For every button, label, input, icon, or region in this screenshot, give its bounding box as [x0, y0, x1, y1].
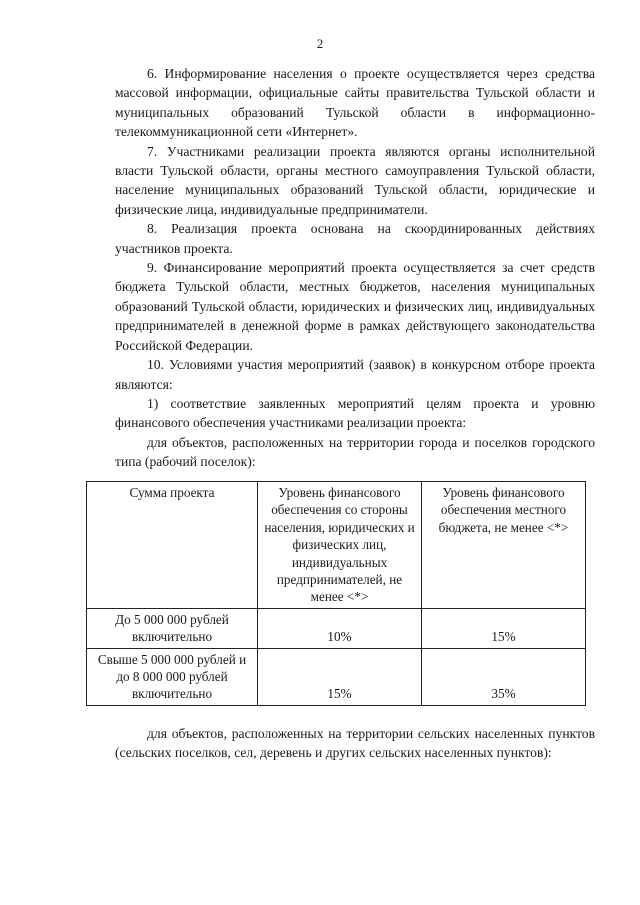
table-row: [87, 648, 586, 705]
table-row: [87, 608, 586, 648]
table-header-cell: Уровень финансового обеспечения местного бюджета, не менее <*>: [422, 482, 586, 609]
table-cell: 15%: [422, 608, 586, 648]
paragraph-6: 6. Информирование населения о проекте осуществляется через средства массовой информации, официальные сайты правительства Тульской области и муниципальных образований Тульской области в информационно-телекоммуникационной сети «Интернет».: [115, 66, 595, 140]
financing-table: [86, 481, 586, 706]
table-cell: 15%: [258, 648, 422, 705]
table-cell: До 5 000 000 рублей включительно: [87, 608, 258, 648]
paragraph-10: 10. Условиями участия мероприятий (заявок) в конкурсном отборе проекта являются:: [115, 357, 595, 392]
paragraph-8: 8. Реализация проекта основана на скоординированных действиях участников проекта.: [115, 221, 595, 256]
paragraph-7: 7. Участниками реализации проекта являются органы исполнительной власти Тульской области, органы местного самоуправления Тульской области, население муниципальных образований Тульской области, юридические и физические лица, индивидуальные предприниматели.: [115, 143, 595, 217]
document-body-continued: [115, 724, 595, 763]
paragraph-urban-objects: для объектов, расположенных на территории города и поселков городского типа (рабочий поселок):: [115, 434, 595, 470]
table-header-row: [87, 482, 586, 609]
table-cell: 10%: [258, 608, 422, 648]
table-cell: Свыше 5 000 000 рублей и до 8 000 000 рублей включительно: [87, 648, 258, 705]
table-cell: 35%: [422, 648, 586, 705]
paragraph-10-item-1: 1) соответствие заявленных мероприятий целям проекта и уровню финансового обеспечения участниками реализации проекта:: [115, 395, 595, 431]
table-header-cell: Сумма проекта: [87, 482, 258, 609]
page-number: 2: [316, 36, 324, 51]
paragraph-9: 9. Финансирование мероприятий проекта осуществляется за счет средств бюджета Тульской области, местных бюджетов, населения муниципальных образований Тульской области, юридических и физических лиц, индивидуальных предпринимателей в денежной форме в рамках действующего законодательства Российской Федерации.: [115, 260, 595, 353]
table-header-cell: Уровень финансового обеспечения со стороны населения, юридических и физических лиц, индивидуальных предпринимателей, не менее <*>: [258, 482, 422, 609]
document-body: [115, 64, 595, 472]
paragraph-rural-objects: для объектов, расположенных на территории сельских населенных пунктов (сельских поселков, сел, деревень и других сельских населенных пунктов):: [115, 726, 595, 761]
